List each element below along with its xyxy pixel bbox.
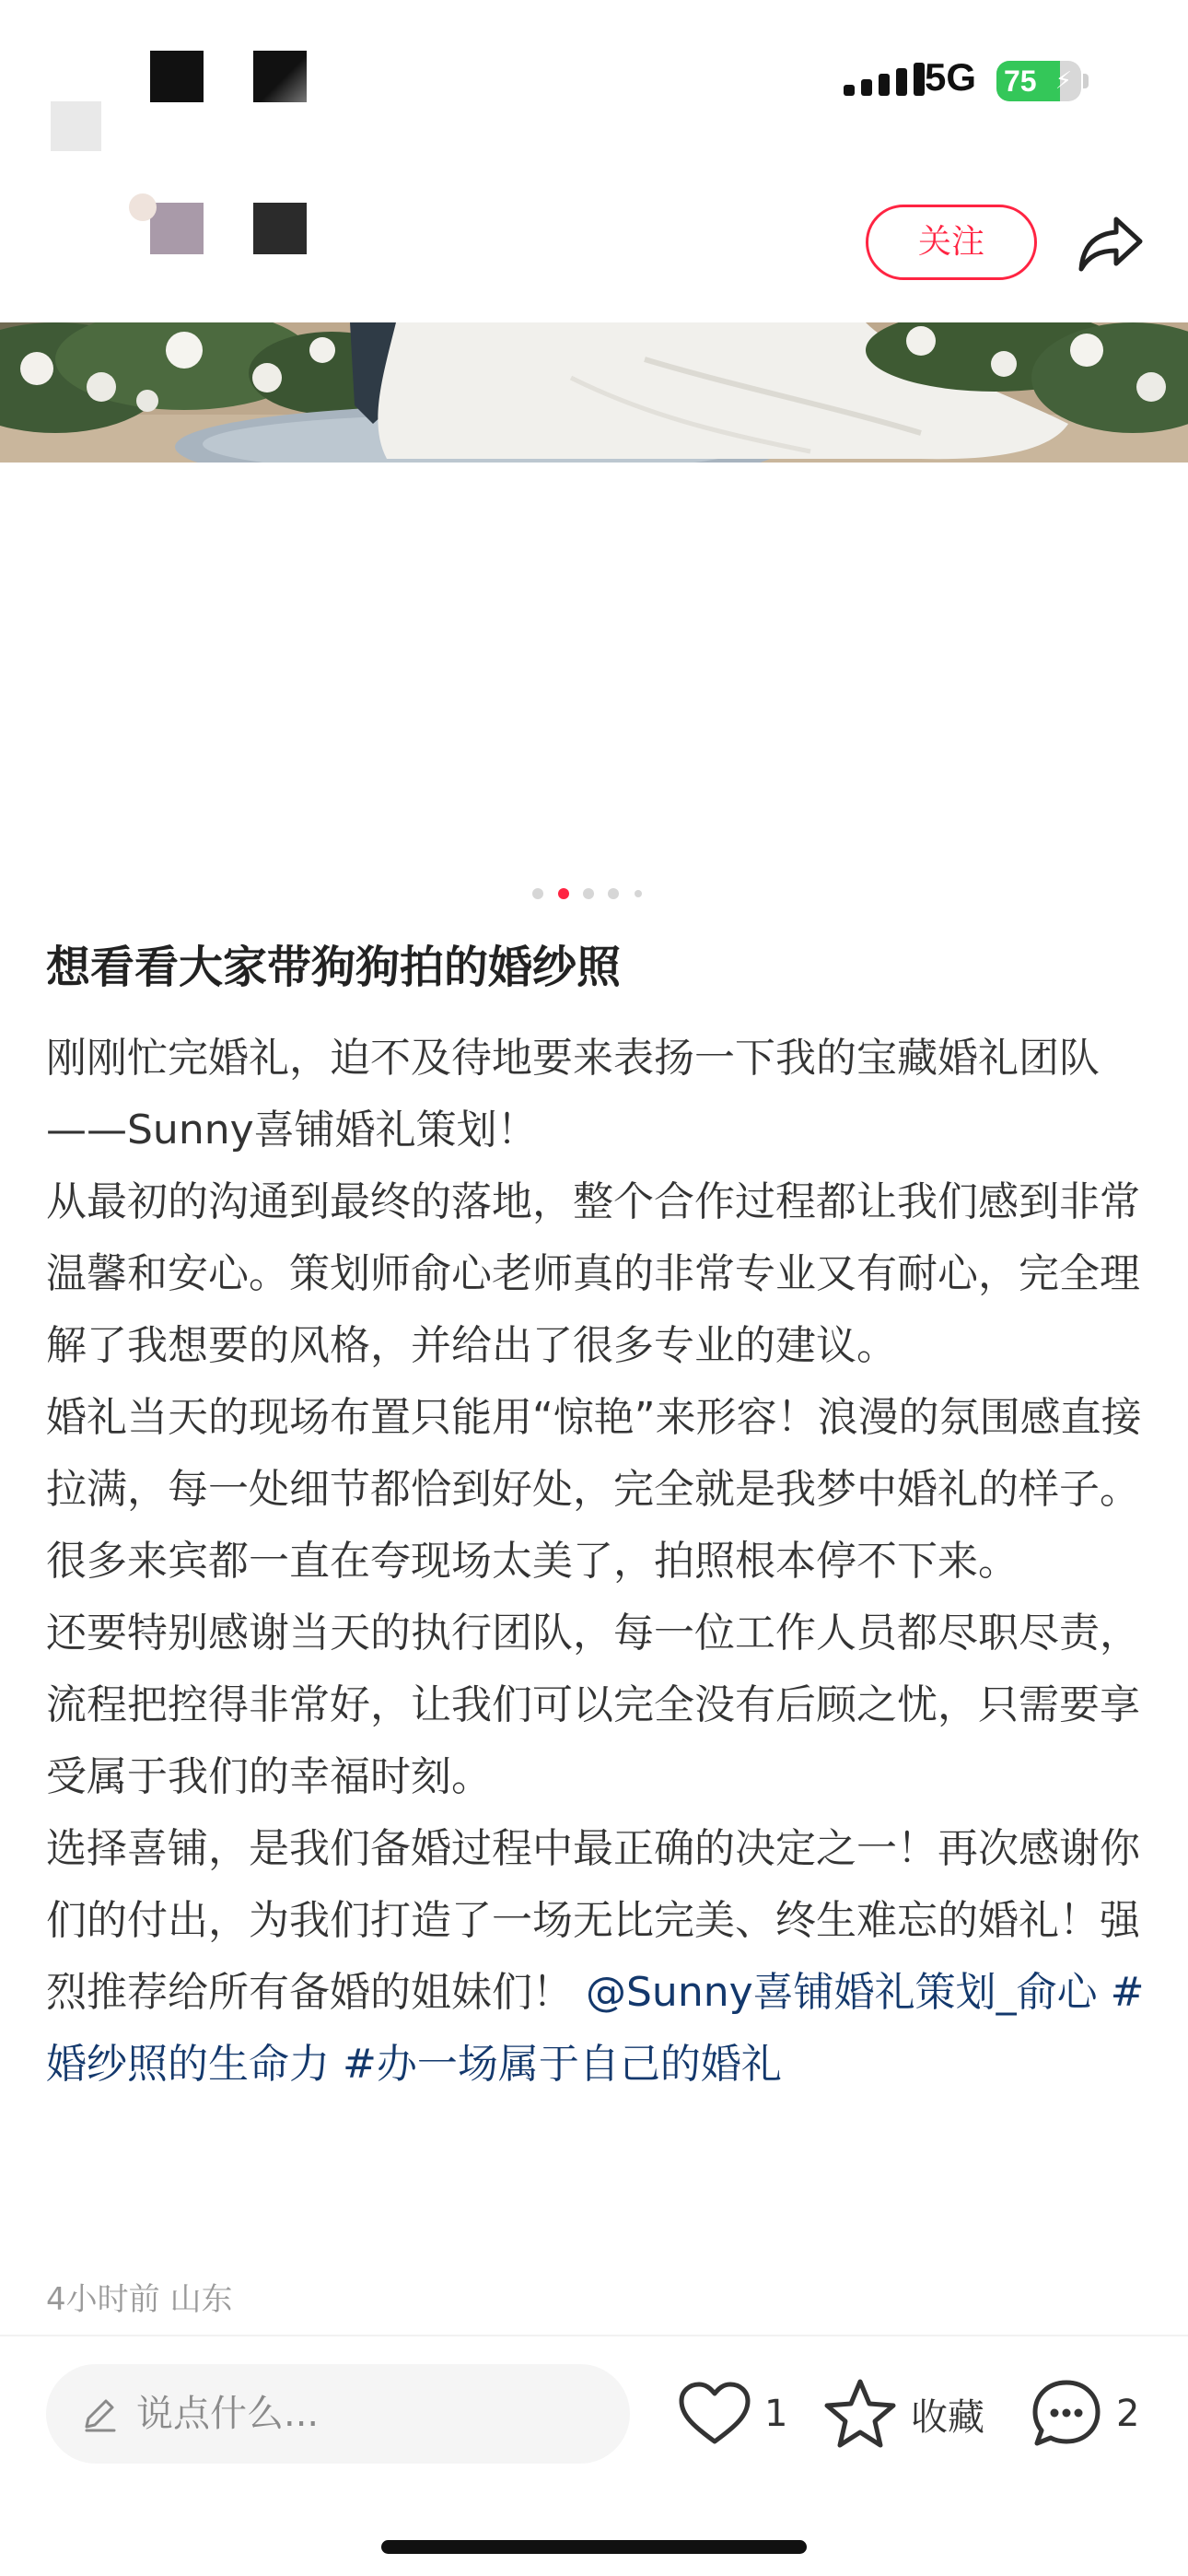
carousel-dot: [532, 888, 543, 899]
post-paragraph: 婚礼当天的现场布置只能用“惊艳”来形容！浪漫的氛围感直接拉满，每一处细节都恰到好处，完全就是我梦中婚礼的样子。很多来宾都一直在夸现场太美了，拍照根本停不下来。: [46, 1394, 1142, 1585]
post-location: 山东: [169, 2281, 233, 2318]
post-paragraph-final: [46, 1813, 1151, 2101]
post-paragraph: 从最初的沟通到最终的落地，整个合作过程都让我们感到非常温馨和安心。策划师俞心老师真的非常专业又有耐心，完全理解了我想要的风格，并给出了很多专业的建议。: [46, 1178, 1140, 1369]
post-paragraph-text: 选择喜铺，是我们备婚过程中最正确的决定之一！再次感谢你们的付出，为我们打造了一场无比完美、终生难忘的婚礼！强烈推荐给所有备婚的姐妹们！: [46, 1825, 1140, 2016]
hashtag-link[interactable]: #办一场属于自己的婚礼: [343, 2041, 782, 2088]
home-indicator: [381, 2540, 807, 2554]
comment-placeholder: 说点什么...: [136, 2393, 320, 2435]
charging-bolt-icon: ⚡: [1054, 67, 1072, 95]
like-count: 1: [764, 2393, 788, 2435]
carousel-dot: [608, 888, 619, 899]
carousel-dot: [583, 888, 594, 899]
comment-count: 2: [1116, 2393, 1140, 2435]
battery-cap: [1083, 74, 1089, 88]
collect-button[interactable]: [822, 2368, 984, 2460]
follow-button[interactable]: 关注: [866, 205, 1037, 280]
cellular-signal-icon: [844, 63, 925, 96]
comment-bubble-icon: [1030, 2377, 1103, 2451]
carousel-dot-active: [558, 888, 569, 899]
star-icon: [822, 2377, 898, 2451]
post-image[interactable]: [0, 322, 1188, 463]
share-arrow-icon: [1072, 205, 1149, 282]
divider: [0, 2335, 1188, 2336]
post-paragraph: 刚刚忙完婚礼，迫不及待地要来表扬一下我的宝藏婚礼团队——Sunny喜铺婚礼策划！: [46, 1035, 1100, 1153]
collect-label: 收藏: [911, 2395, 984, 2439]
network-type: 5G: [925, 55, 977, 99]
share-button[interactable]: [1072, 205, 1149, 282]
battery-level: 75: [1004, 64, 1037, 98]
battery-icon: [996, 61, 1081, 101]
carousel-dot: [635, 890, 642, 897]
post-paragraph: 还要特别感谢当天的执行团队，每一位工作人员都尽职尽责，流程把控得非常好，让我们可以完全没有后顾之忧，只需要享受属于我们的幸福时刻。: [46, 1610, 1140, 1800]
like-button[interactable]: [678, 2368, 787, 2460]
post-meta: [46, 2274, 232, 2319]
mention-link[interactable]: @Sunny喜铺婚礼策划_俞心: [586, 1969, 1098, 2016]
wedding-photo-illustration: [0, 322, 1188, 463]
heart-icon: [678, 2381, 751, 2447]
post-title: 想看看大家带狗狗拍的婚纱照: [46, 942, 622, 993]
post-time: 4小时前: [46, 2281, 160, 2318]
pencil-icon: [79, 2394, 120, 2434]
comment-button[interactable]: [1030, 2368, 1139, 2460]
comment-input[interactable]: [46, 2364, 630, 2464]
carousel-indicator: [0, 884, 1188, 903]
post-body: [46, 1023, 1151, 2101]
image-blank-area: [0, 463, 1188, 868]
hashtag-link[interactable]: #婚纱照的生命力: [46, 1969, 1145, 2088]
status-bar: [0, 0, 1188, 175]
